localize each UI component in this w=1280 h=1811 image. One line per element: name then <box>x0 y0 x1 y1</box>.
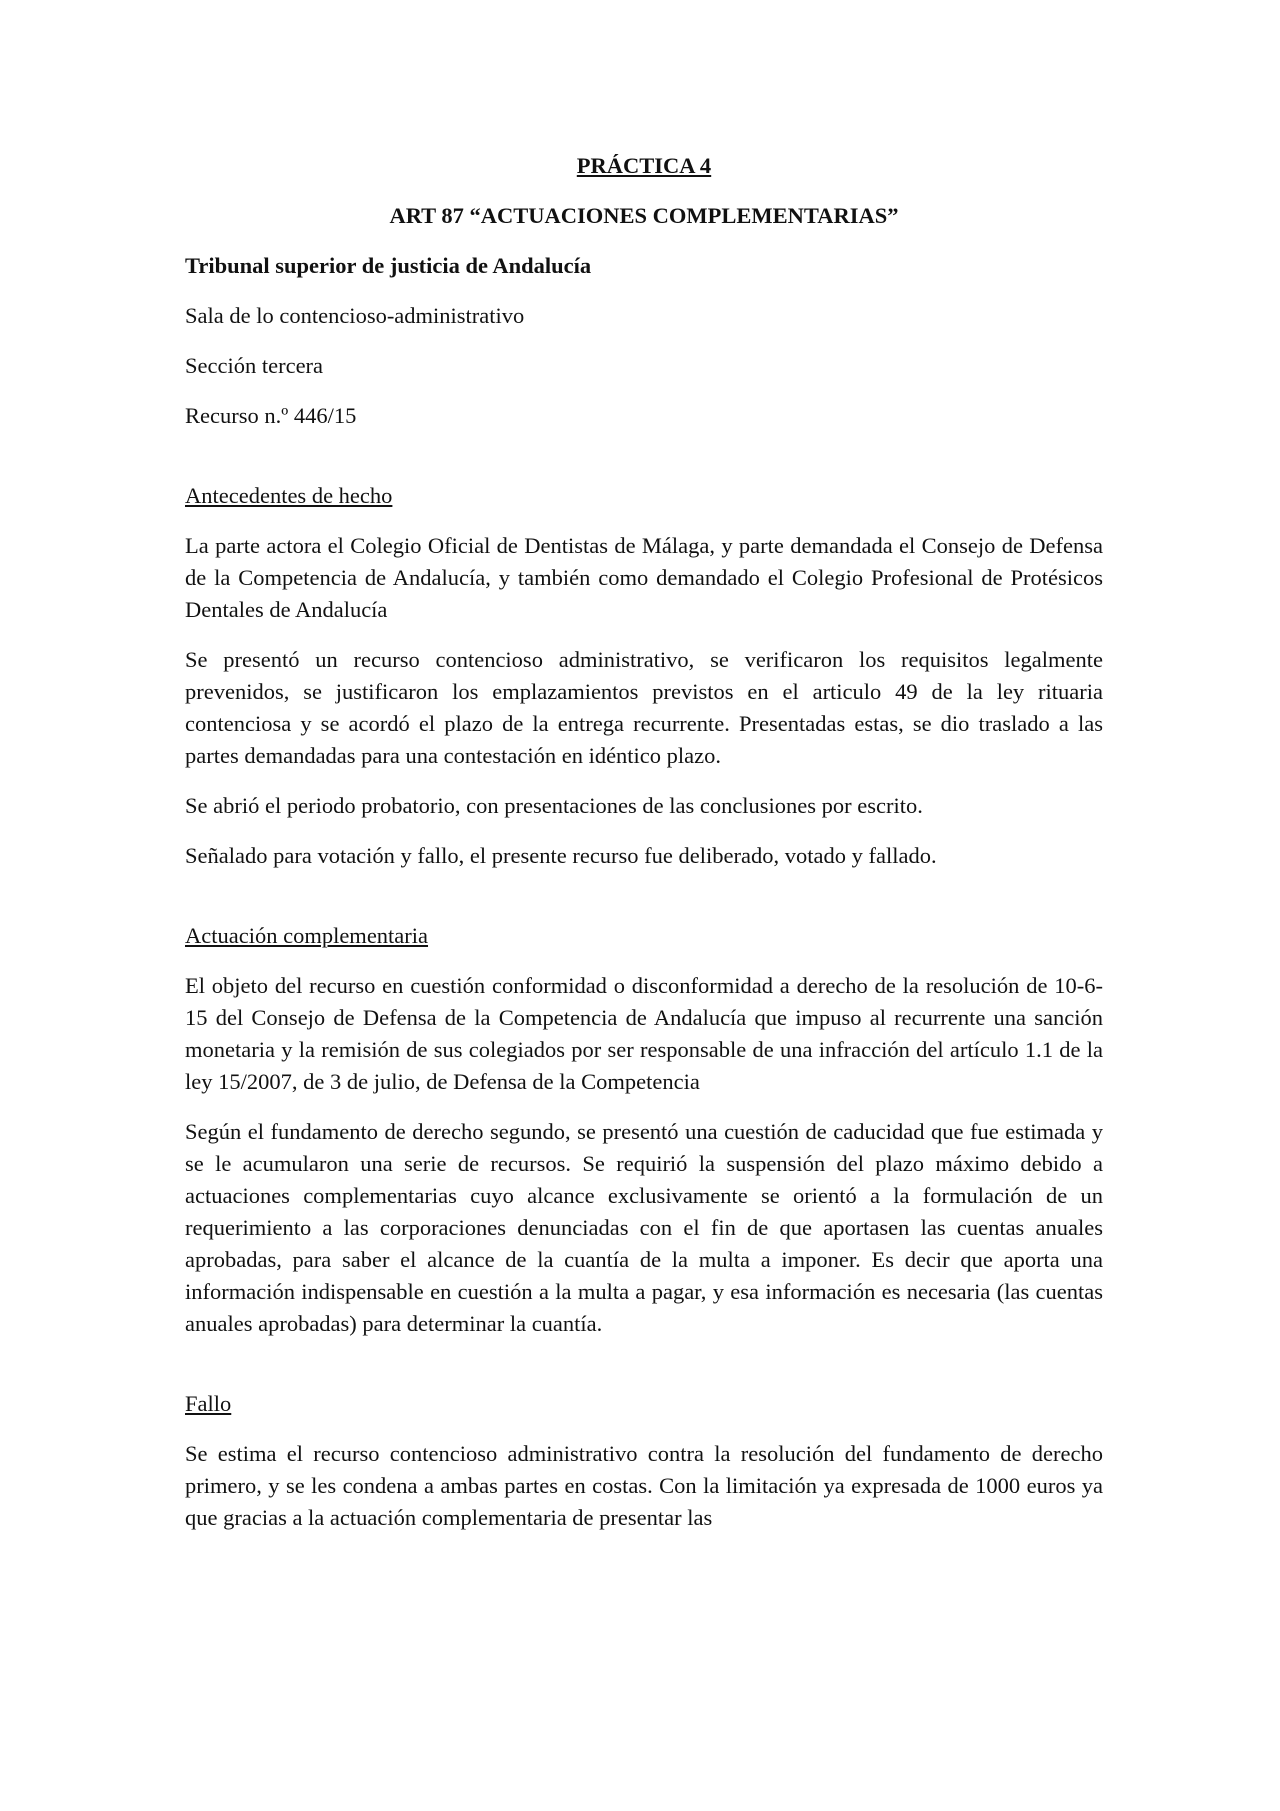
heading-antecedentes: Antecedentes de hecho <box>185 483 393 508</box>
paragraph: Se presentó un recurso contencioso administrativo, se verificaron los requisitos legalmente prevenidos, se justificaron los emplazamientos previstos en el articulo 49 de la ley rituaria contenciosa y se acordó el plazo de la entrega recurrente. Presentadas estas, se dio traslado a las partes demandadas para una contestación en idéntico plazo. <box>185 647 1103 768</box>
heading-fallo: Fallo <box>185 1391 232 1416</box>
paragraph: La parte actora el Colegio Oficial de Dentistas de Málaga, y parte demandada el Consejo de Defensa de la Competencia de Andalucía, y también como demandado el Colegio Profesional de Protésicos Dentales de Andalucía <box>185 533 1103 622</box>
paragraph: Se estima el recurso contencioso administrativo contra la resolución del fundamento de derecho primero, y se les condena a ambas partes en costas. Con la limitación ya expresada de 1000 euros ya que gracias a la actuación complementaria de presentar las <box>185 1441 1103 1530</box>
paragraph: Señalado para votación y fallo, el presente recurso fue deliberado, votado y fallado. <box>185 843 937 868</box>
document-page <box>185 150 1103 1552</box>
document-subtitle: ART 87 “ACTUACIONES COMPLEMENTARIAS” <box>389 203 899 228</box>
court-name: Tribunal superior de justicia de Andalucía <box>185 253 592 278</box>
paragraph: El objeto del recurso en cuestión conformidad o disconformidad a derecho de la resolución de 10-6- 15 del Consejo de Defensa de la Competencia de Andalucía que impuso al recurrente una sanción monetaria y la remisión de sus colegiados por ser responsable de una infracción del artículo 1.1 de la ley 15/2007, de 3 de julio, de Defensa de la Competencia <box>185 973 1103 1094</box>
document-title: PRÁCTICA 4 <box>576 153 712 178</box>
appeal-number: Recurso n.º 446/15 <box>185 403 357 428</box>
chamber-name: Sala de lo contencioso-administrativo <box>185 303 525 328</box>
paragraph: Se abrió el periodo probatorio, con presentaciones de las conclusiones por escrito. <box>185 793 923 818</box>
section-name: Sección tercera <box>185 353 324 378</box>
heading-actuacion: Actuación complementaria <box>185 923 429 948</box>
paragraph: Según el fundamento de derecho segundo, se presentó una cuestión de caducidad que fue estimada y se le acumularon una serie de recursos. Se requirió la suspensión del plazo máximo debido a actuaciones complementarias cuyo alcance exclusivamente se orientó a la formulación de un requerimiento a las corporaciones denunciadas con el fin de que aportasen las cuentas anuales aprobadas, para saber el alcance de la cuantía de la multa a imponer. Es decir que aporta una información indispensable en cuestión a la multa a pagar, y esa información es necesaria (las cuentas anuales aprobadas) para determinar la cuantía. <box>185 1119 1103 1336</box>
